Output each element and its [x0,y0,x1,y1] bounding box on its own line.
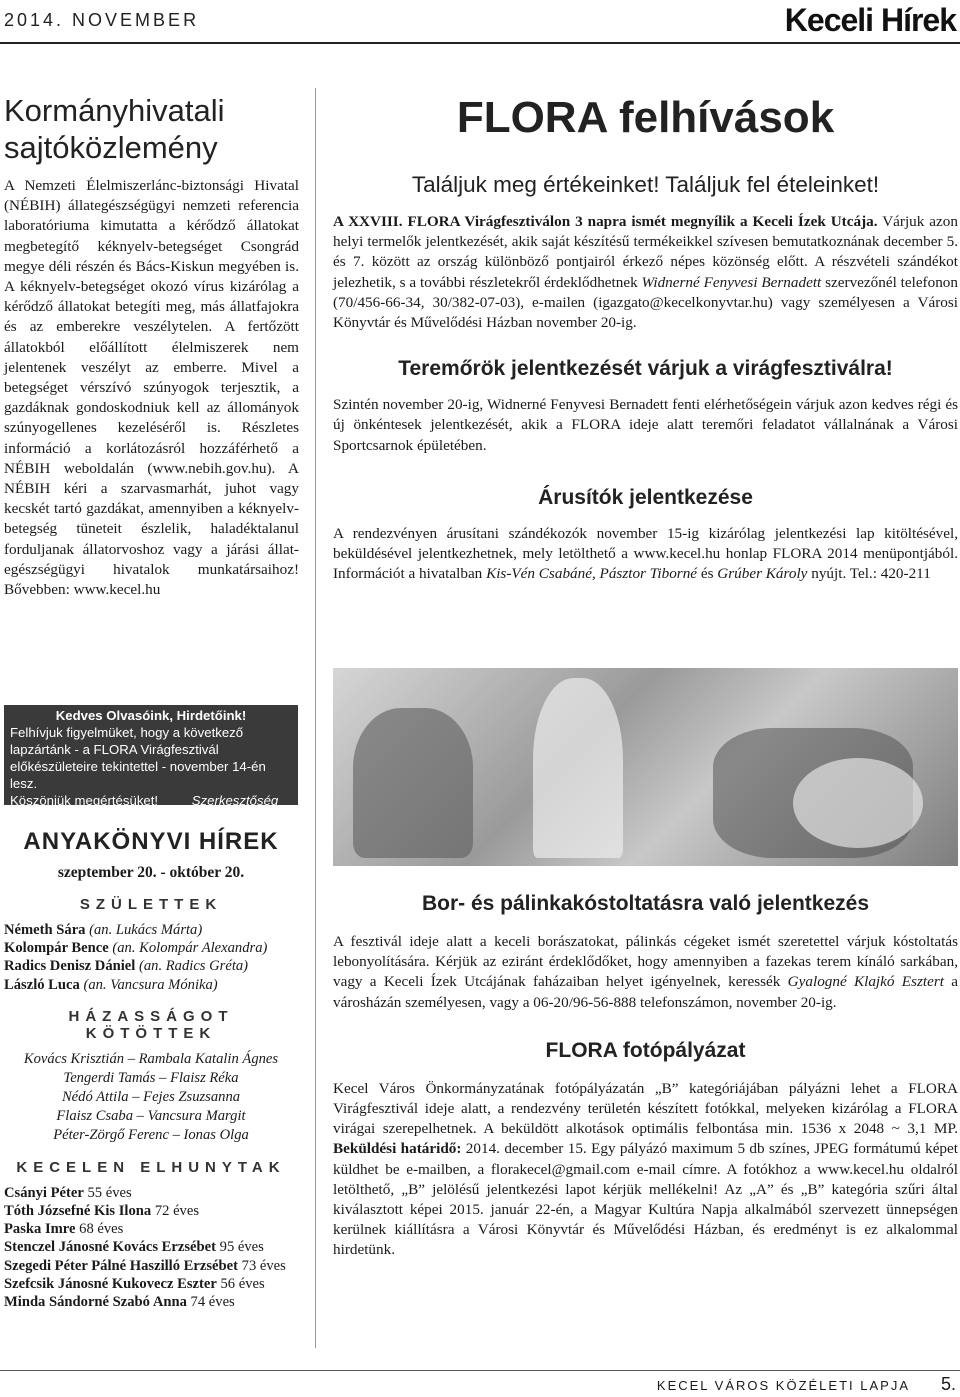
deaths-heading: KECELEN ELHUNYTAK [16,1158,286,1176]
registry-news [4,828,298,1311]
list-item: László Luca (an. Vancsura Mónika) [4,976,218,993]
notice-body: Felhívjuk figyelmüket, hogy a következő lapzártánk - a FLORA Virágfesztivál előkészületeire tekintettel - november 14-én lesz. [10,725,266,791]
list-item: Nédó Attila – Fejes Zsuzsanna [61,1088,241,1105]
page-number: 5. [940,1374,956,1394]
tasting-heading: Bor- és pálinkakóstoltatásra való jelentkezés [421,892,870,915]
flora-article [333,92,958,584]
births-list [4,921,298,994]
list-item: Péter-Zörgő Ferenc – Ionas Olga [53,1126,249,1143]
editor-notice-box [4,705,298,808]
list-item: Csányi Péter 55 éves [4,1184,132,1201]
notice-footer [10,792,292,809]
marriages-list [4,1050,298,1145]
column-divider [315,88,316,1348]
page-header [0,0,960,42]
registry-title: ANYAKÖNYVI HÍREK [23,828,279,855]
photo-contest-heading: FLORA fotópályázat [545,1038,746,1062]
issue-date: 2014. NOVEMBER [4,10,200,30]
photo-figure [353,708,473,858]
list-item: Minda Sándorné Szabó Anna 74 éves [4,1294,235,1311]
list-item: Németh Sára (an. Lukács Márta) [4,922,203,938]
photo-figure [533,678,623,858]
vendors-heading: Árusítók jelentkezése [538,485,753,509]
list-item: Radics Denisz Dániel (an. Radics Gréta) [4,958,249,975]
page-footer [0,1370,960,1397]
notice-signature: Szerkesztőség [191,793,279,808]
press-release-body: A Nemzeti Élelmiszerlánc-biztonsági Hivatal (NÉBIH) állategészségügyi nemzeti referencia laboratóriuma kimutatta a kérődző állatokat megbetegítő kéknyelv-betegséget Csongrád megye déli részén és Bács-Kiskun megyében is. A kéknyelv-betegséget okozó vírus kizárólag a kérődző állatokat betegíti meg, más állatfajokra és az emberekre veszélytelen. A fertőzött állatokból előállított élelmiszerek nem jelentenek veszélyt az emberre. Mivel a betegséget vérszívó szúnyogok terjesztik, a gazdáknak gondoskodniuk kell az állományok szúnyogellenes kezeléséről is. Részletes információ a korlátozásról hozzáférhető a NÉBIH weboldalán (www.nebih.gov.hu). A NÉBIH kéri a szarvasmarhát, juhot vagy kecskét tartó gazdákat, amennyiben a kéknyelv-betegség tüneteit észlelik, haladéktalanul forduljanak állatorvoshoz vagy a járási állat-egészségügyi hivatalok munkatársaihoz! Bővebben: www.kecel.hu [4,177,299,599]
list-item: Kolompár Bence (an. Kolompár Alexandra) [4,940,268,957]
volunteers-heading: Teremőrök jelentkezését várjuk a virágfesztiválra! [398,357,893,381]
press-release-article [4,92,299,600]
festival-photo [333,668,958,866]
volunteers-paragraph: Szintén november 20-ig, Widnerné Fenyvesi Bernadett fenti elérhetőségein várjuk azon kedves régi és új önkéntesek jelentkezését, akik a FLORA ideje alatt teremőri feladatot vállalnának a Városi Sportcsarnok épületében. [333,396,958,454]
list-item: Szegedi Péter Pálné Haszilló Erzsébet 73 éves [4,1257,286,1274]
list-item: Paska Imre 68 éves [4,1221,124,1238]
photo-contest-paragraph: Kecel Város Önkormányzatának fotópályázatán „B” kategóriájában pályázni lehet a FLORA Virágfesztivál ideje alatt, a rendezvény területén készített fotókkal, melyeken kizárólag a FLORA virágai szerepelhetnek. A beküldött alkotások optimális felbontása min. 1536 x 2048 ~ 3,1 MP. Beküldési határidő: 2014. december 15. Egy pályázó maximum 5 db színes, JPEG formátumú képet küldhet be e-mailben, a florakecel@gmail.com e-mail címre. A fotókhoz a www.kecel.hu oldalról letölthető, „B” jelölésű jelentkezési lapot kérjük mellékelni! Az „A” és „B” kategória szűri által kiválasztott képei 2015. január 22-én, a Magyar Kultúra Napja alkalmából szervezett ünnepségen kerülnek kiállításra a Városi Könyvtár és Művelődési Házban, és eredményt is ez alkalommal hirdetünk. [333,1079,958,1259]
list-item: Flaisz Csaba – Vancsura Margit [56,1107,246,1124]
flora-subtitle: Találjuk meg értékeinket! Találjuk fel ételeinket! [411,172,880,197]
header-rule [0,42,960,44]
list-item: Szefcsik Jánosné Kukovecz Eszter 56 éves [4,1275,265,1292]
footer-publication: KECEL VÁROS KÖZÉLETI LAPJA [656,1378,910,1393]
tasting-paragraph: A fesztivál ideje alatt a keceli borászatokat, pálinkás cégeket ismét szeretettel várjuk kóstoltatás lebonyolítására. Kérjük az eziránt érdeklődőket, hogy amennyiben a fazekas terem kínáló sarkában, vagy a Keceli Ízek Utcájának faházaiban helyet igényelnek, keressék Gyalogné Klajkó Esztert a városházán személyesen, vagy a 06-20/96-56-888 telefonszámon, november 20-ig. [333,933,958,1011]
vendors-paragraph: A rendezvényen árusítani szándékozók november 15-ig kizárólag jelentkezési lap kitöltésével, beküldésével jelentkezhetnek, mely letölthető a www.kecel.hu honlap FLORA 2014 menüpontjából. Információt a hivatalban Kis-Vén Csabáné, Pásztor Tiborné és Grúber Károly nyújt. Tel.: 420-211 [333,524,958,583]
footer-rule [0,1370,960,1371]
list-item: Stenczel Jánosné Kovács Erzsébet 95 éves [4,1239,264,1256]
photo-flowers [793,758,923,848]
flora-intro-paragraph: A XXVIII. FLORA Virágfesztiválon 3 napra ismét megnyílik a Keceli Ízek Utcája. Várjuk azon helyi termelők jelentkezését, akik saját készítésű termékeikkel szívesen bemutatkoznának december 5. és 7. között az ország különböző pontjairól érkező népes közönség előtt. A részvételi szándékot jelezhetik, s a további részletekről érdeklődhetnek Widnerné Fenyvesi Bernadett szervezőnél telefonon (70/456-66-34, 30/382-07-03), e-mailen (igazgato@kecelkonyvtar.hu) vagy személyesen a Városi Könyvtár és Művelődési Házban november 20-ig. [333,213,958,332]
notice-thanks: Köszönjük megértésüket! [10,793,159,808]
notice-title: Kedves Olvasóink, Hirdetőink! [55,708,247,723]
tasting-and-photo-section [333,892,958,1261]
marriages-heading: HÁZASSÁGOT KÖTÖTTEK [68,1007,234,1042]
list-item: Kovács Krisztián – Rambala Katalin Ágnes [23,1050,279,1067]
list-item: Tengerdi Tamás – Flaisz Réka [63,1069,239,1086]
births-heading: SZÜLETTEK [79,896,223,913]
paper-name: Keceli Hírek [784,2,956,38]
registry-date: szeptember 20. - október 20. [57,864,245,881]
press-release-title: Kormányhivatali sajtóközlemény [4,93,225,165]
flora-title: FLORA felhívások [456,93,835,142]
deaths-list [4,1184,298,1311]
list-item: Tóth Józsefné Kis Ilona 72 éves [4,1203,200,1220]
